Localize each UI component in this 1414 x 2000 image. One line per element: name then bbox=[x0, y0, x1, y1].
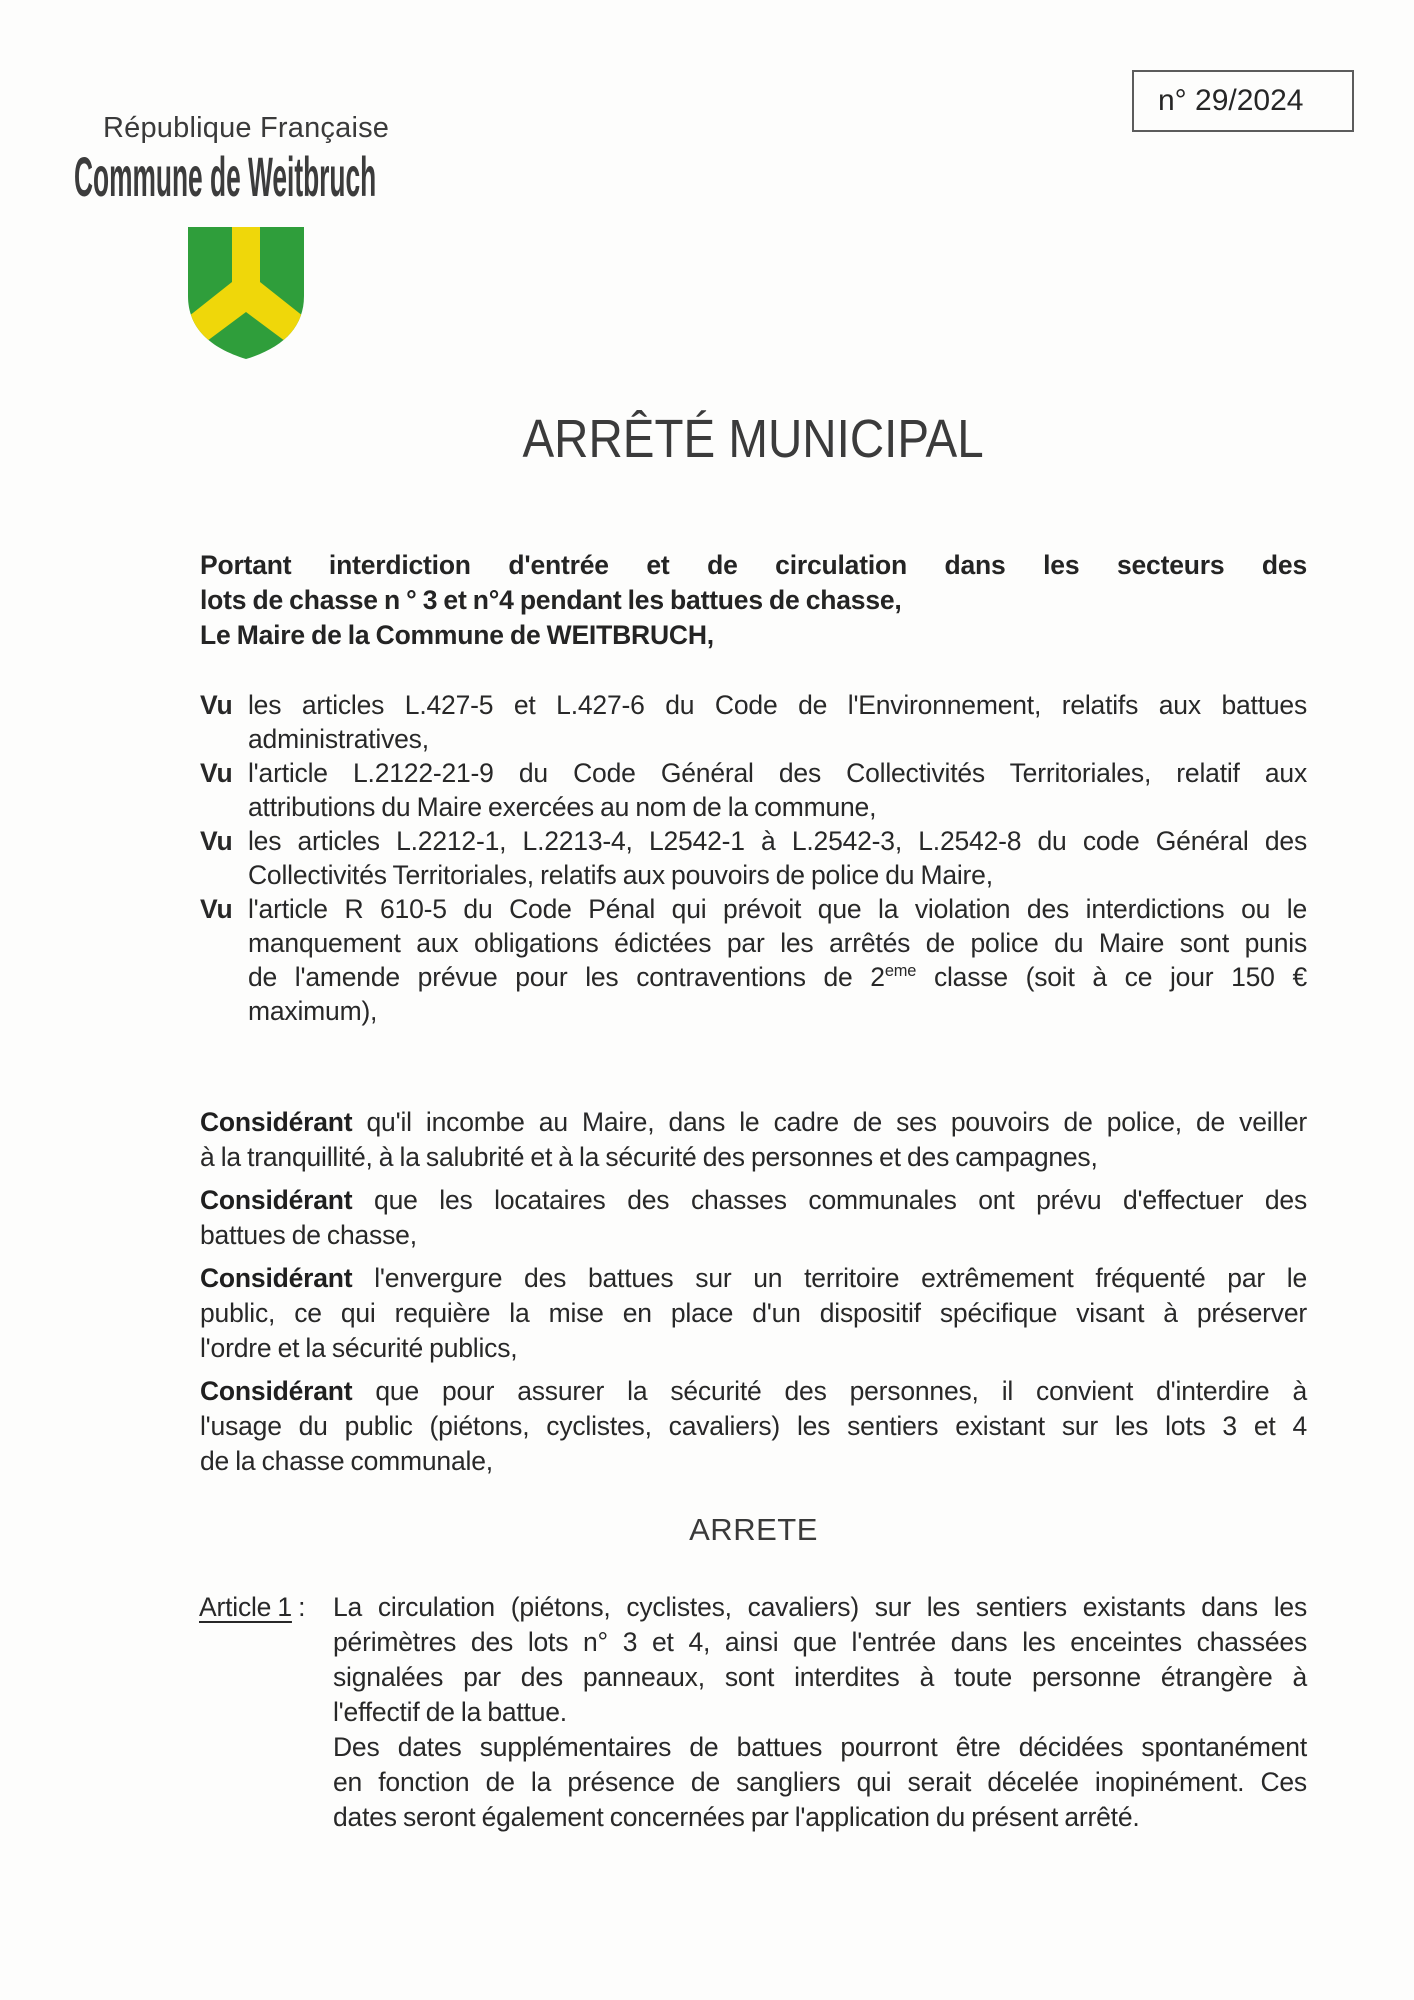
considerant-line: à la tranquillité, à la salubrité et à la sécurité des personnes et des campagnes, bbox=[200, 1142, 1098, 1172]
vu-label: Vu bbox=[200, 826, 233, 856]
vu-line: attributions du Maire exercées au nom de la commune, bbox=[248, 792, 877, 822]
considerant-line: battues de chasse, bbox=[200, 1220, 417, 1250]
decree-number: n° 29/2024 bbox=[1158, 84, 1304, 117]
considerant-label: Considérant bbox=[200, 1263, 353, 1293]
subject-line: Le Maire de la Commune de WEITBRUCH, bbox=[200, 620, 714, 650]
vu-line: Collectivités Territoriales, relatifs aux pouvoirs de police du Maire, bbox=[248, 860, 993, 890]
article-line: La circulation (piétons, cyclistes, cavaliers) sur les sentiers existants dans les bbox=[333, 1592, 1307, 1622]
considerant-line: Considérant que pour assurer la sécurité des personnes, il convient d'interdire à bbox=[200, 1376, 1307, 1406]
vu-line: maximum), bbox=[248, 996, 378, 1026]
considerant-line: public, ce qui requière la mise en place d'un dispositif spécifique visant à préserver bbox=[200, 1298, 1307, 1328]
considerant-label: Considérant bbox=[200, 1376, 353, 1406]
vu-item bbox=[200, 756, 1307, 824]
considerant-label: Considérant bbox=[200, 1185, 353, 1215]
vu-line: manquement aux obligations édictées par les arrêtés de police du Maire sont punis bbox=[248, 928, 1307, 958]
article-1-label: Article 1 : bbox=[199, 1592, 306, 1622]
article-line: en fonction de la présence de sangliers qui serait décelée inopinément. Ces bbox=[333, 1767, 1307, 1797]
vu-label: Vu bbox=[200, 758, 233, 788]
considerant-line: Considérant l'envergure des battues sur un territoire extrêmement fréquenté par le bbox=[200, 1263, 1307, 1293]
considerant-paragraph bbox=[200, 1261, 1307, 1366]
decree-number-box bbox=[1132, 70, 1354, 132]
article-1-text bbox=[333, 1590, 1307, 1835]
vu-label: Vu bbox=[200, 894, 233, 924]
article-1 bbox=[199, 1590, 1307, 1835]
vu-item bbox=[200, 688, 1307, 756]
considerant-section bbox=[200, 1105, 1307, 1487]
vu-list bbox=[200, 688, 1307, 1028]
arrete-heading: ARRETE bbox=[689, 1512, 818, 1547]
considerant-line: de la chasse communale, bbox=[200, 1446, 493, 1476]
considerant-paragraph bbox=[200, 1105, 1307, 1175]
page-title: ARRÊTÉ MUNICIPAL bbox=[522, 409, 985, 469]
vu-label: Vu bbox=[200, 690, 233, 720]
subject-line: Portant interdiction d'entrée et de circulation dans les secteurs des bbox=[200, 550, 1307, 580]
considerant-label: Considérant bbox=[200, 1107, 353, 1137]
article-line: dates seront également concernées par l'application du présent arrêté. bbox=[333, 1802, 1140, 1832]
article-line: signalées par des panneaux, sont interdites à toute personne étrangère à bbox=[333, 1662, 1307, 1692]
coat-of-arms-icon bbox=[185, 224, 307, 361]
considerant-line: Considérant qu'il incombe au Maire, dans le cadre de ses pouvoirs de police, de veiller bbox=[200, 1107, 1307, 1137]
article-line: périmètres des lots n° 3 et 4, ainsi que l'entrée dans les enceintes chassées bbox=[333, 1627, 1307, 1657]
vu-item bbox=[200, 892, 1307, 1028]
vu-line: de l'amende prévue pour les contraventions de 2eme classe (soit à ce jour 150 € bbox=[248, 962, 1307, 992]
subject-paragraph bbox=[200, 548, 1307, 653]
vu-line: administratives, bbox=[248, 724, 429, 754]
considerant-paragraph bbox=[200, 1183, 1307, 1253]
vu-line: l'article R 610-5 du Code Pénal qui prévoit que la violation des interdictions ou le bbox=[248, 894, 1307, 924]
article-line: Des dates supplémentaires de battues pourront être décidées spontanément bbox=[333, 1732, 1307, 1762]
subject-line: lots de chasse n ° 3 et n°4 pendant les battues de chasse, bbox=[200, 585, 902, 615]
commune-name: Commune de Weitbruch bbox=[74, 145, 377, 208]
vu-line: les articles L.427-5 et L.427-6 du Code de l'Environnement, relatifs aux battues bbox=[248, 690, 1307, 720]
republic-label: République Française bbox=[103, 112, 390, 144]
vu-item bbox=[200, 824, 1307, 892]
vu-line: l'article L.2122-21-9 du Code Général des Collectivités Territoriales, relatif aux bbox=[248, 758, 1307, 788]
considerant-line: l'usage du public (piétons, cyclistes, cavaliers) les sentiers existant sur les lots 3 et 4 bbox=[200, 1411, 1307, 1441]
article-line: l'effectif de la battue. bbox=[333, 1697, 567, 1727]
vu-line: les articles L.2212-1, L.2213-4, L2542-1 à L.2542-3, L.2542-8 du code Général des bbox=[248, 826, 1307, 856]
article-1-colon: : bbox=[291, 1592, 306, 1622]
considerant-paragraph bbox=[200, 1374, 1307, 1479]
superscript: eme bbox=[884, 962, 917, 981]
considerant-line: l'ordre et la sécurité publics, bbox=[200, 1333, 518, 1363]
considerant-line: Considérant que les locataires des chasses communales ont prévu d'effectuer des bbox=[200, 1185, 1307, 1215]
